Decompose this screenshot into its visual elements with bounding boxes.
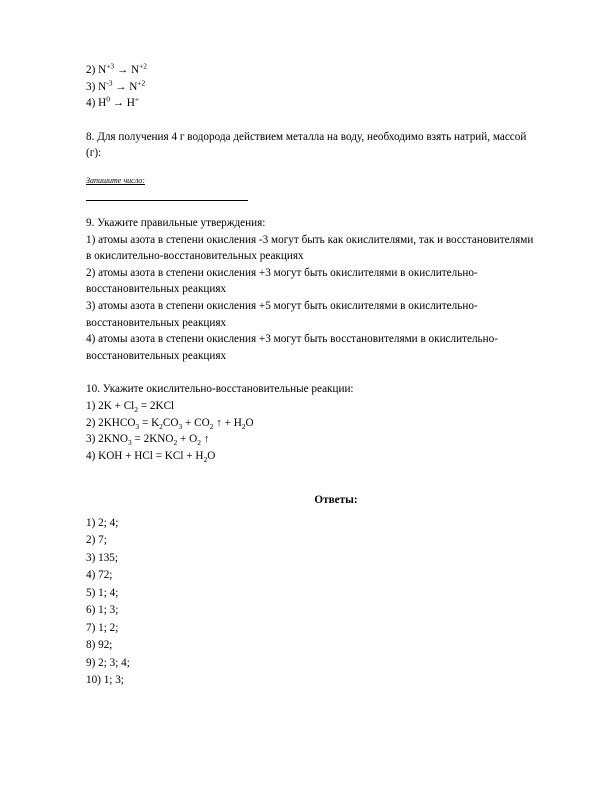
prev-option-3: 3) $N^{-3} \to N^{+2}$ — [86, 77, 146, 93]
answers-list — [86, 515, 576, 690]
answer-item: 9) 2; 3; 4; — [86, 656, 130, 669]
answer-item: 7) 1; 2; — [86, 621, 119, 634]
q9-line: 3) атомы азота в степени окисления +5 могут быть окислителями в окислительно- — [86, 299, 478, 312]
answer-item: 8) 92; — [86, 639, 113, 652]
q10-title: 10. Укажите окислительно-восстановительные реакции: — [86, 383, 354, 396]
answer-item: 6) 1; 3; — [86, 604, 119, 617]
answer-item: 10) 1; 3; — [86, 674, 124, 687]
q9-line: в окислительно-восстановительных реакциях — [86, 250, 304, 263]
q10-reaction-4: 4) KOH + HCl = KCl + $H_2O$ — [86, 449, 216, 464]
answer-item: 1) 2; 4; — [86, 516, 119, 529]
answer-item: 5) 1; 4; — [86, 586, 119, 599]
q10-reaction-3: 3) $2KNO_3 = 2KNO_2 + O_2$ ↑ — [86, 433, 210, 448]
prev-option-2: 2) $N^{+3} \to N^{+2}$ — [86, 61, 148, 76]
q9-line: восстановительных реакциях — [86, 349, 227, 362]
prev-option-4: 4) $H^0 \to H^+$ — [86, 94, 140, 110]
q10-reaction-1: 1) $2K + Cl_2 = 2KCl$ — [86, 399, 175, 415]
q8-answer-hint: Запишите число: — [86, 175, 145, 185]
q10-reaction-2: 2) $2KHCO_3 = K_2CO_3 + CO_2$ ↑ + $H_2O$ — [86, 416, 254, 431]
q9-title: 9. Укажите правильные утверждения: — [86, 216, 266, 229]
q9-line: 1) атомы азота в степени окисления -3 могут быть как окислителями, так и восстановителями — [86, 233, 534, 246]
q8-answer-blank[interactable] — [86, 186, 248, 201]
q9-line: 4) атомы азота в степени окисления +3 могут быть восстановителями в окислительно- — [86, 333, 498, 346]
answers-title: Ответы: — [314, 494, 358, 507]
q8-text-cont: (г): — [86, 147, 102, 160]
answer-item: 2) 7; — [86, 534, 107, 547]
q8-text: 8. Для получения 4 г водорода действием металла на воду, необходимо взять натрий, массой — [86, 130, 527, 143]
answer-item: 4) 72; — [86, 569, 113, 582]
q9-line: восстановительных реакциях — [86, 316, 227, 329]
q9-line: восстановительных реакциях — [86, 283, 227, 296]
q9-line: 2) атомы азота в степени окисления +3 могут быть окислителями в окислительно- — [86, 266, 478, 279]
document-page — [86, 62, 576, 690]
answer-item: 3) 135; — [86, 551, 119, 564]
